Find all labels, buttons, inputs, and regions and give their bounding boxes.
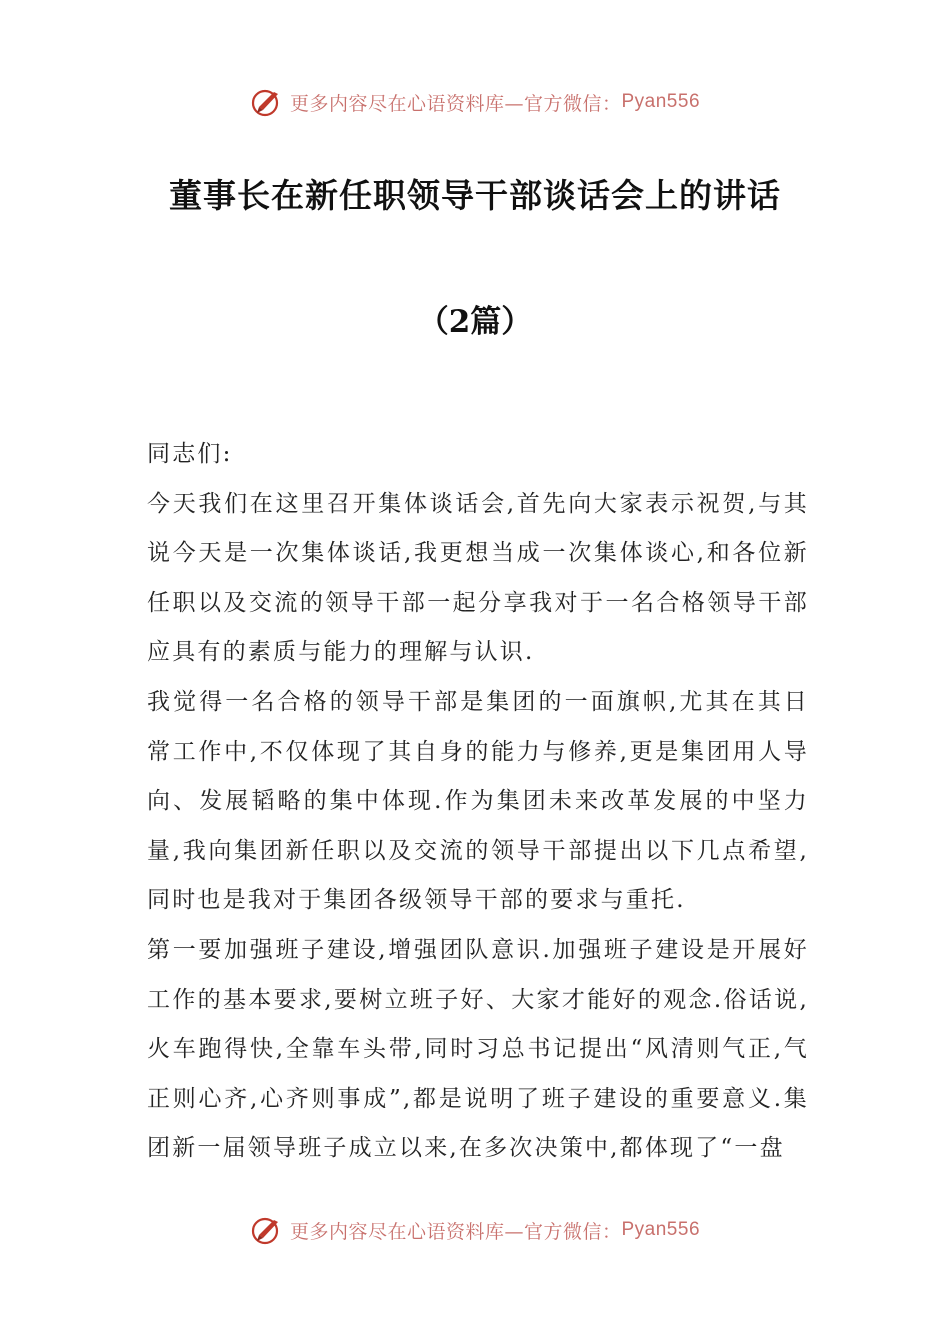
pen-logo-icon (250, 1213, 284, 1247)
document-body (147, 430, 809, 1174)
watermark-wechat-id: Pyan556 (621, 1219, 701, 1240)
paragraph: 第一要加强班子建设,增强团队意识.加强班子建设是开展好工作的基本要求,要树立班子好、大家才能好的观念.俗话说,火车跑得快,全靠车头带,同时习总书记提出“风清则气正,气正则心齐,心齐则事成”,都是说明了班子建设的重要意义.集团新一届领导班子成立以来,在多次决策中,都体现了“一盘 (147, 936, 809, 1162)
watermark-wechat-id: Pyan556 (621, 91, 701, 112)
paragraph: 我觉得一名合格的领导干部是集团的一面旗帜,尤其在其日常工作中,不仅体现了其自身的能力与修养,更是集团用人导向、发展韬略的集中体现.作为集团未来改革发展的中坚力量,我向集团新任职以及交流的领导干部提出以下几点希望,同时也是我对于集团各级领导干部的要求与重托. (147, 688, 809, 914)
watermark-banner-bottom (0, 1210, 950, 1250)
pen-logo-icon (250, 85, 284, 119)
document-title: 董事长在新任职领导干部谈话会上的讲话 (169, 176, 781, 215)
document-subtitle: （2篇） (417, 304, 533, 340)
salutation: 同志们: (147, 441, 233, 467)
paragraph: 今天我们在这里召开集体谈话会,首先向大家表示祝贺,与其说今天是一次集体谈话,我更想当成一次集体谈心,和各位新任职以及交流的领导干部一起分享我对于一名合格领导干部应具有的素质与能力的理解与认识. (147, 490, 809, 666)
watermark-text: 更多内容尽在心语资料库—官方微信： (289, 1220, 622, 1243)
watermark-text: 更多内容尽在心语资料库—官方微信： (289, 92, 622, 115)
watermark-banner-top (0, 82, 950, 122)
